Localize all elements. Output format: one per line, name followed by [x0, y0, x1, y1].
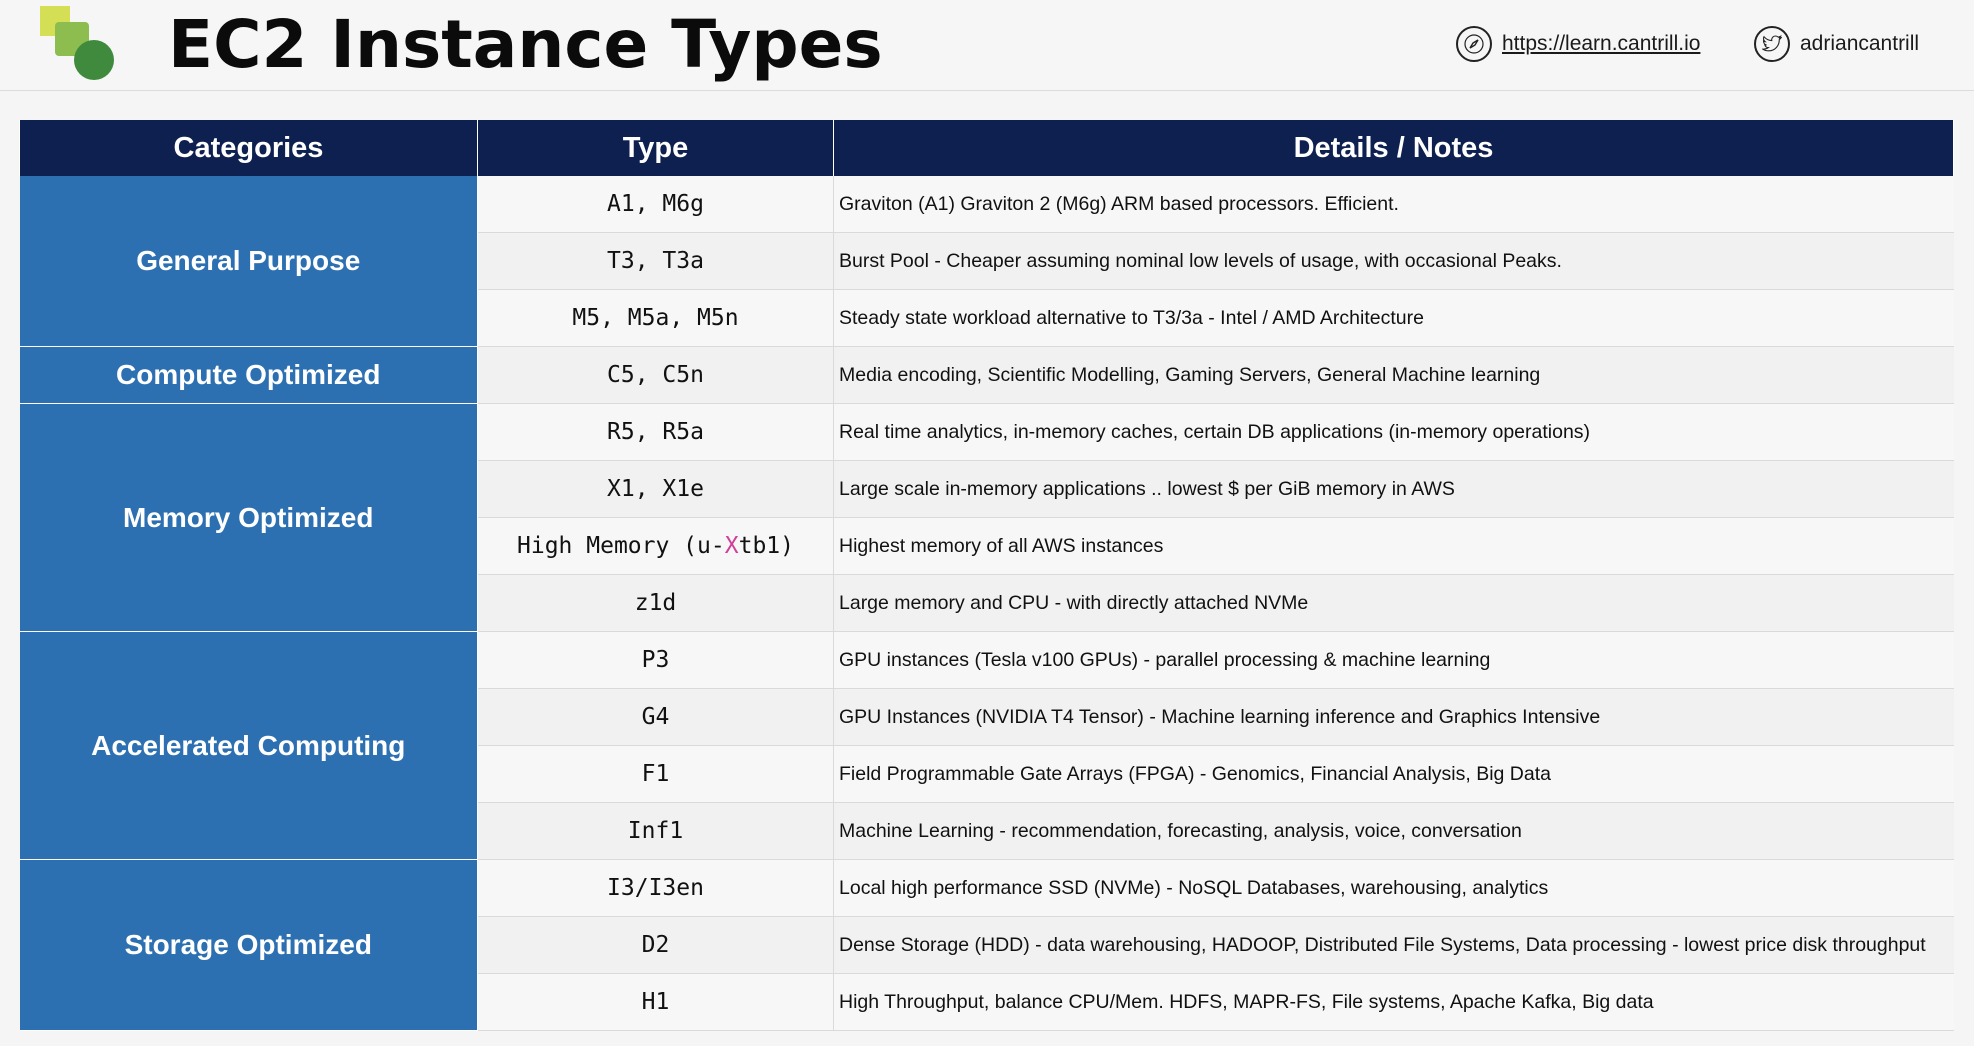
slide-header [0, 0, 1974, 91]
notes-cell: Burst Pool - Cheaper assuming nominal low levels of usage, with occasional Peaks. [834, 233, 1954, 290]
category-storage-optimized: Storage Optimized [20, 860, 478, 1031]
notes-cell: Large scale in-memory applications .. lowest $ per GiB memory in AWS [834, 461, 1954, 518]
category-compute-optimized: Compute Optimized [20, 347, 478, 404]
table-row [20, 176, 1954, 233]
website-url[interactable]: https://learn.cantrill.io [1502, 32, 1701, 55]
header-details: Details / Notes [834, 120, 1954, 176]
website-link[interactable] [1456, 22, 1700, 66]
type-cell: C5, C5n [478, 347, 834, 404]
notes-cell: Machine Learning - recommendation, forecasting, analysis, voice, conversation [834, 803, 1954, 860]
header-categories: Categories [20, 120, 478, 176]
table-row [20, 404, 1954, 461]
type-cell: Inf1 [478, 803, 834, 860]
notes-cell: Field Programmable Gate Arrays (FPGA) - Genomics, Financial Analysis, Big Data [834, 746, 1954, 803]
notes-cell: Graviton (A1) Graviton 2 (M6g) ARM based processors. Efficient. [834, 176, 1954, 233]
twitter-link[interactable] [1754, 22, 1919, 66]
notes-cell: Real time analytics, in-memory caches, certain DB applications (in-memory operations) [834, 404, 1954, 461]
table-header-row [20, 120, 1954, 176]
notes-cell: Highest memory of all AWS instances [834, 518, 1954, 575]
notes-cell: Large memory and CPU - with directly attached NVMe [834, 575, 1954, 632]
type-cell: A1, M6g [478, 176, 834, 233]
table-row [20, 347, 1954, 404]
notes-cell: Steady state workload alternative to T3/3a - Intel / AMD Architecture [834, 290, 1954, 347]
notes-cell: GPU instances (Tesla v100 GPUs) - parallel processing & machine learning [834, 632, 1954, 689]
type-cell [478, 518, 834, 575]
notes-cell: GPU Instances (NVIDIA T4 Tensor) - Machine learning inference and Graphics Intensive [834, 689, 1954, 746]
twitter-icon [1754, 26, 1790, 62]
instance-types-table [19, 120, 1954, 1031]
compass-icon [1456, 26, 1492, 62]
type-cell: M5, M5a, M5n [478, 290, 834, 347]
notes-cell: Media encoding, Scientific Modelling, Gaming Servers, General Machine learning [834, 347, 1954, 404]
type-cell: R5, R5a [478, 404, 834, 461]
cantrill-logo [38, 6, 118, 84]
page-title: EC2 Instance Types [168, 6, 883, 83]
table-row [20, 632, 1954, 689]
type-cell: G4 [478, 689, 834, 746]
type-prefix: High Memory (u- [517, 533, 725, 559]
category-general-purpose: General Purpose [20, 176, 478, 347]
type-cell: F1 [478, 746, 834, 803]
notes-cell: Dense Storage (HDD) - data warehousing, HADOOP, Distributed File Systems, Data processing - lowest price disk throughput [834, 917, 1954, 974]
type-cell: P3 [478, 632, 834, 689]
table-row [20, 860, 1954, 917]
notes-cell: High Throughput, balance CPU/Mem. HDFS, MAPR-FS, File systems, Apache Kafka, Big data [834, 974, 1954, 1031]
category-accelerated-computing: Accelerated Computing [20, 632, 478, 860]
type-cell: z1d [478, 575, 834, 632]
type-cell: X1, X1e [478, 461, 834, 518]
category-memory-optimized: Memory Optimized [20, 404, 478, 632]
notes-cell: Local high performance SSD (NVMe) - NoSQL Databases, warehousing, analytics [834, 860, 1954, 917]
type-highlight: X [724, 533, 739, 559]
twitter-handle[interactable]: adriancantrill [1800, 32, 1920, 55]
type-cell: D2 [478, 917, 834, 974]
type-cell: I3/I3en [478, 860, 834, 917]
type-cell: H1 [478, 974, 834, 1031]
header-type: Type [478, 120, 834, 176]
type-suffix: tb1) [738, 533, 794, 559]
type-cell: T3, T3a [478, 233, 834, 290]
